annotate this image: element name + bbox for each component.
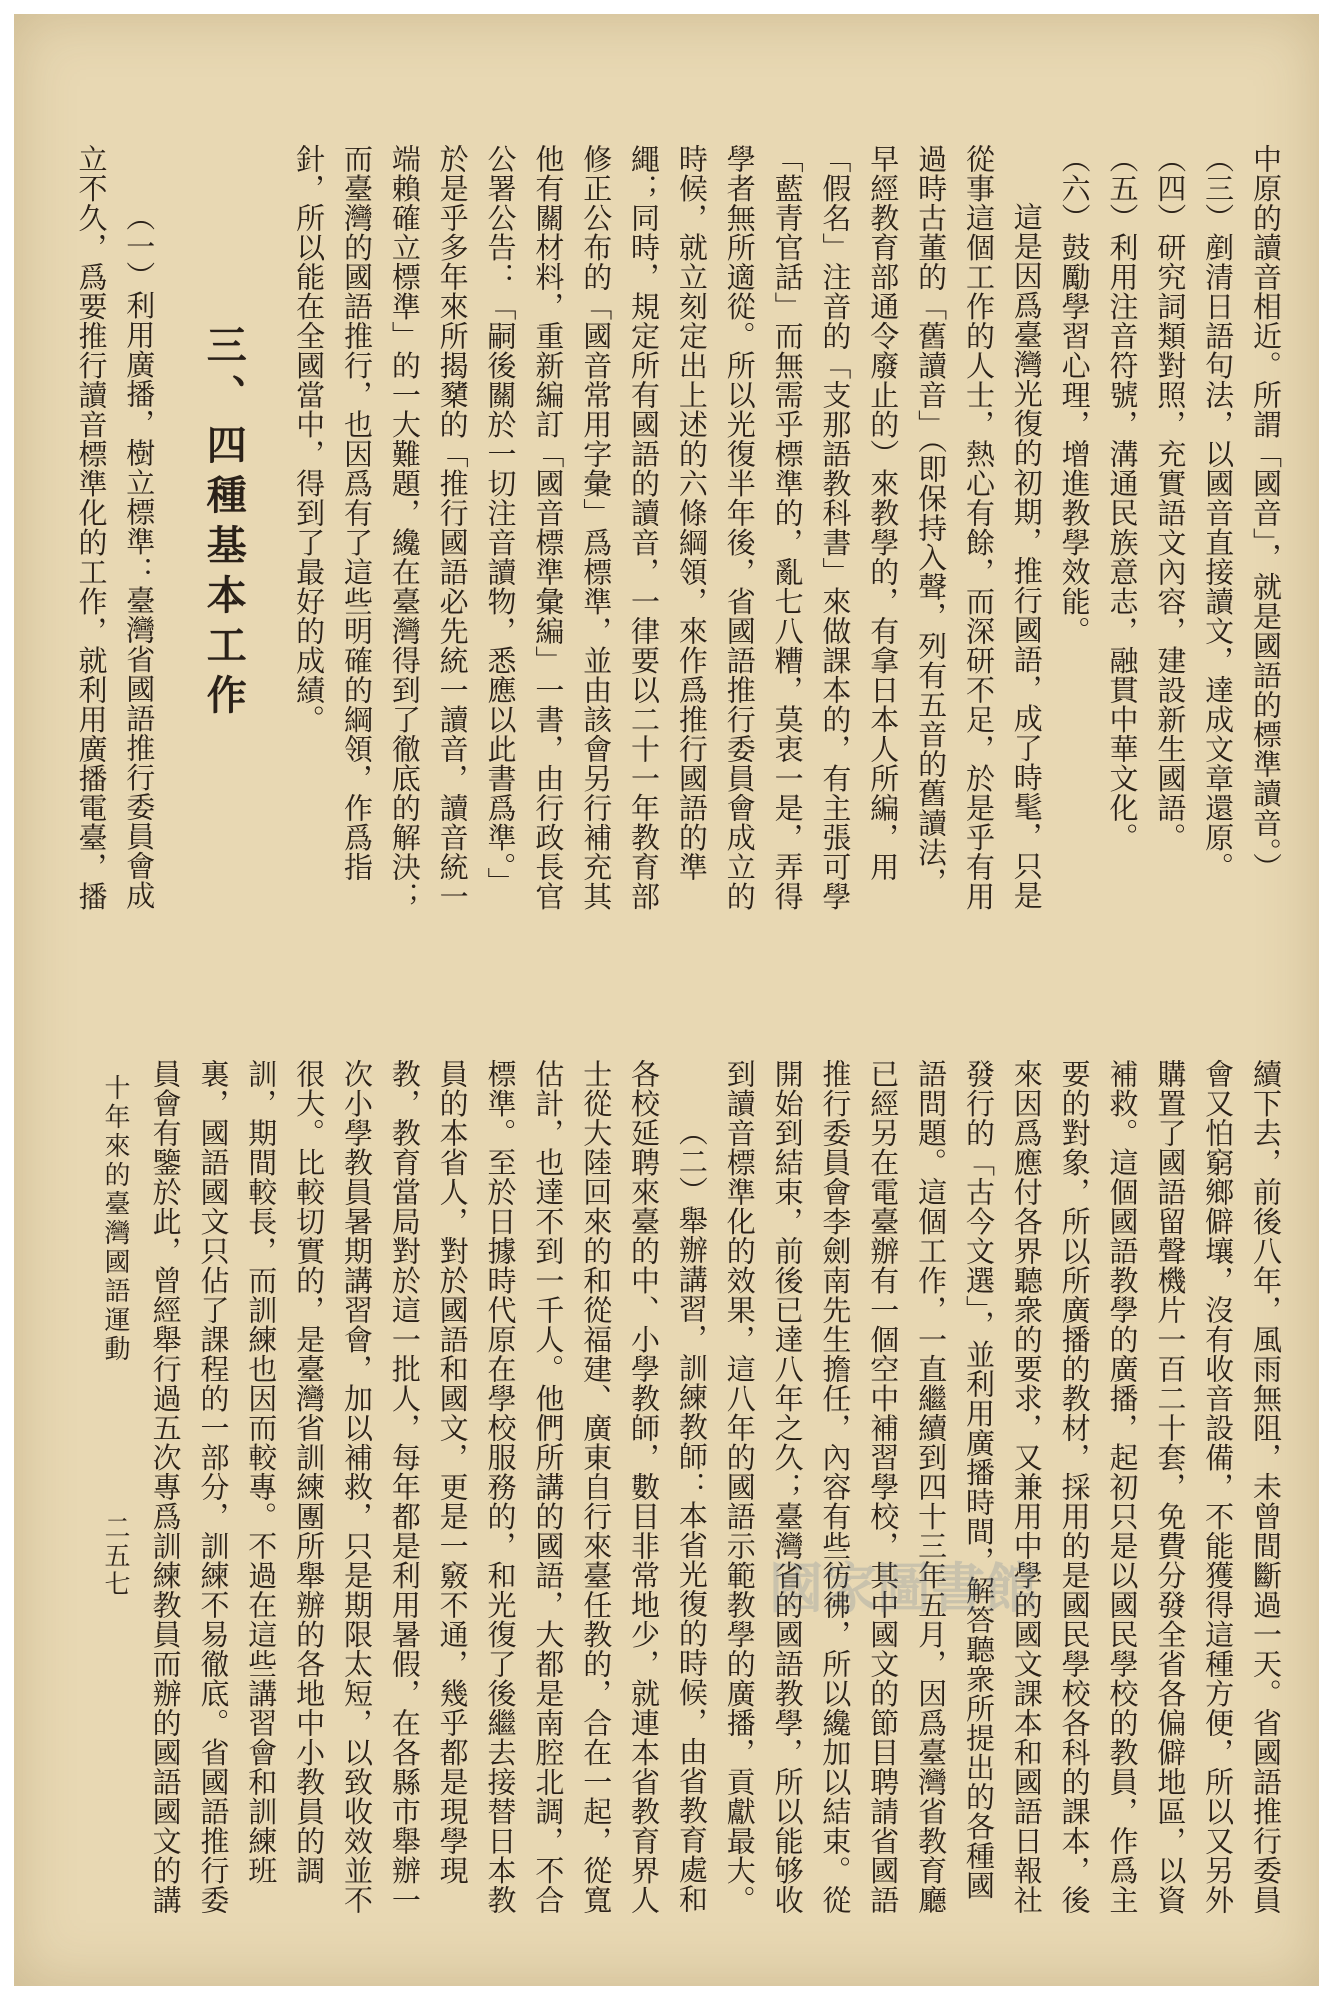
lower-continuation: 續下去，前後八年，風雨無阻，未曾間斷過一天。省國語推行委員會又怕窮鄉僻壤，沒有收音設備，不能獲得這種方便，所以又另外購置了國語留聲機片一百二十套，免費分發全省各偏僻地區，以資補救。這個國語教學的廣播，起初只是以國民學校的教員，作爲主要的對象，所以所廣播的教材，採用的是國民學校各科的課本，後來因爲應付各界聽衆的要求，又兼用中學的國文課本和國語日報社發行的「古今文選」，並利用廣播時間，解答聽衆所提出的各種國語問題。這個工作，一直繼續到四十三年五月，因爲臺灣省教育廳已經另在電臺辦有一個空中補習學校，其中國文的節目聘請省國語推行委員會李劍南先生擔任，內容有些彷彿，所以纔加以結束。從開始到結束，前後已達八年之久；臺灣省的國語教學，所以能够收到讀音標準化的效果，這八年的國語示範教學的廣播，貢獻最大。 xyxy=(722,1059,1283,1915)
guideline-item-6: （六）鼓勵學習心理，增進教學效能。 xyxy=(1057,144,1092,646)
section-heading: 三、四種基本工作 xyxy=(200,324,248,724)
section-paragraph-1: （一）利用廣播，樹立標準：臺灣省國語推行委員會成立不久，爲要推行讀音標準化的工作，就利用廣播電臺，播 xyxy=(74,144,157,911)
watermark: 國家圖書館 xyxy=(769,1559,1039,1619)
book-page xyxy=(14,14,1319,1986)
running-head: 十年來的臺灣國語運動 xyxy=(100,1074,130,1364)
guideline-item-5: （五）利用注音符號，溝通民族意志，融貫中華文化。 xyxy=(1105,144,1140,852)
upper-continuation: 中原的讀音相近。所謂「國音」，就是國語的標準讀音。） xyxy=(1249,144,1283,882)
lower-text-block xyxy=(149,1059,1289,1929)
page-number: 二五七 xyxy=(100,1514,130,1598)
upper-paragraph: 這是因爲臺灣光復的初期，推行國語，成了時髦，只是從事這個工作的人士，熱心有餘，而深研不足，於是乎有用過時古董的「舊讀音」（即保持入聲，列有五音的舊讀法，早經教育部通令廢止的）來教學的，有拿日本人所編，用「假名」注音的「支那語教科書」來做課本的，有主張可學「藍青官話」而無需乎標準的，亂七八糟，莫衷一是，弄得學者無所適從。所以光復半年後，省國語推行委員會成立的時候，就立刻定出上述的六條綱領，來作爲推行國語的準繩；同時，規定所有國語的讀音，一律要以二十一年教育部修正公布的「國音常用字彙」爲標準，並由該會另行補充其他有關材料，重新編訂「國音標準彙編」一書，由行政長官公署公告：「嗣後關於一切注音讀物，悉應以此書爲準。」於是乎多年來所揭櫫的「推行國語必先統一讀音，讀音統一端賴確立標準」的一大難題，纔在臺灣得到了徹底的解決；而臺灣的國語推行，也因爲有了這些明確的綱領，作爲指針，所以能在全國當中，得到了最好的成績。 xyxy=(292,144,1044,911)
upper-text-block xyxy=(74,144,1289,924)
guideline-item-4: （四）研究詞類對照，充實語文內容，建設新生國語。 xyxy=(1153,144,1188,852)
guideline-item-3: （三）剷清日語句法，以國音直接讀文，達成文章還原。 xyxy=(1201,144,1236,882)
lower-paragraph-1: （二）舉辦講習，訓練教師：本省光復的時候，由省教育處和各校延聘來臺的中、小學教師，數目非常地少，就連本省教育界人士從大陸回來的和從福建、廣東自行來臺任教的，合在一起，從寬估計，也達不到一千人。他們所講的國語，大都是南腔北調，不合標準。至於日據時代原在學校服務的，和光復了後繼去接替日本教員的本省人，對於國語和國文，更是一竅不通，幾乎都是現學現教，教育當局對於這一批人，每年都是利用暑假，在各縣市舉辦一次小學教員暑期講習會，加以補救，只是期限太短，以致收效並不很大。比較切實的，是臺灣省訓練團所舉辦的各地中小教員的調訓，期間較長，而訓練也因而較專。不過在這些講習會和訓練班裏，國語國文只佔了課程的一部分，訓練不易徹底。省國語推行委員會有鑒於此，曾經舉行過五次專爲訓練教員而辦的國語國文的講 xyxy=(149,1059,709,1915)
